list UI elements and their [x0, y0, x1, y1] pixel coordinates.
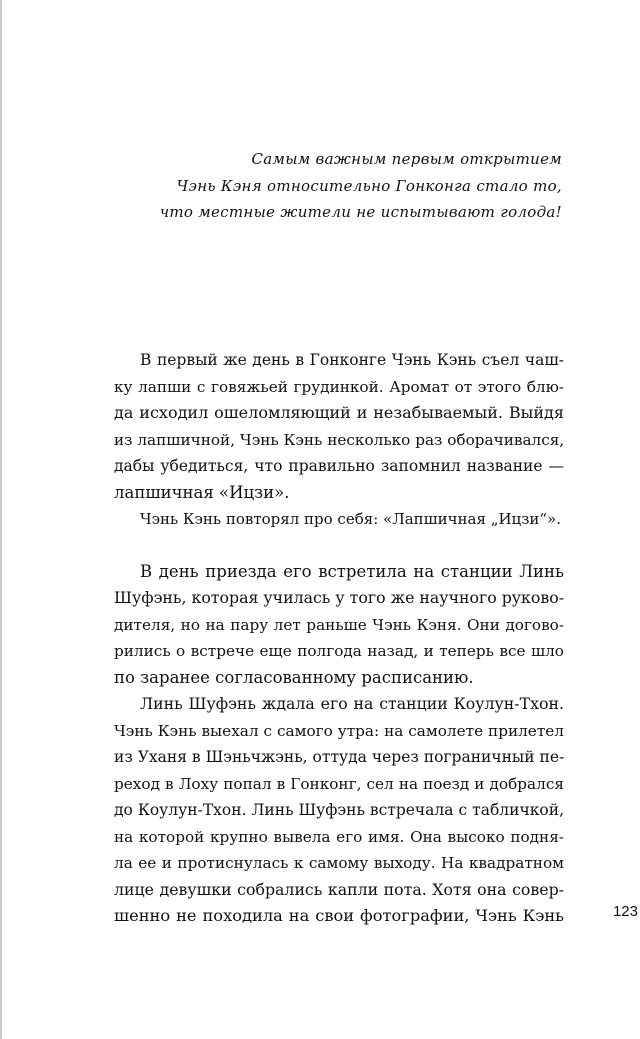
- section-break: [114, 533, 564, 559]
- text-line: реход в Лоху попал в Гонконг, сел на поезд и добрался: [114, 774, 564, 793]
- text-line: из лапшичной, Чэнь Кэнь несколько раз оборачивался,: [114, 430, 565, 449]
- text-line: Линь Шуфэнь ждала его на станции Коулун-Тхон.: [140, 694, 564, 713]
- epigraph-line: Самым важным первым открытием: [251, 150, 562, 168]
- epigraph-line: что местные жители не испытывают голода!: [159, 203, 562, 221]
- text-line: лице девушки собрались капли пота. Хотя она совер-: [114, 879, 564, 899]
- text-line: на которой крупно вывела его имя. Она высоко подня-: [114, 827, 564, 846]
- page-number: 123: [612, 903, 638, 920]
- text-line: ку лапши с говяжьей грудинкой. Аромат от этого блю-: [114, 377, 564, 396]
- page-edge: [0, 0, 2, 1039]
- text-line: рились о встрече еще полгода назад, и теперь все шло: [114, 642, 564, 660]
- text-line: Чэнь Кэнь повторял про себя: «Лапшичная „Ицзи“».: [140, 510, 561, 528]
- text-line: из Уханя в Шэньчжэнь, оттуда через пограничный пе-: [114, 748, 565, 766]
- text-line: ла ее и протиснулась к самому выходу. На квадратном: [114, 854, 564, 872]
- text-line: до Коулун-Тхон. Линь Шуфэнь встречала с табличкой,: [114, 801, 564, 819]
- text-line: шенно не походила на свои фотографии, Чэнь Кэнь: [114, 906, 564, 925]
- text-line: В первый же день в Гонконге Чэнь Кэнь съел чаш-: [140, 351, 564, 369]
- text-line: лапшичная «Ицзи».: [114, 482, 290, 502]
- text-line: Шуфэнь, которая училась у того же научного руково-: [114, 588, 565, 607]
- text-line: В день приезда его встретила на станции Линь: [140, 561, 564, 581]
- epigraph-line: Чэнь Кэня относительно Гонконга стало то,: [176, 176, 562, 195]
- text-line: по заранее согласованному расписанию.: [114, 667, 474, 687]
- text-line: Чэнь Кэнь выехал с самого утра: на самолете прилетел: [114, 721, 564, 740]
- text-line: да исходил ошеломляющий и незабываемый. Выйдя: [114, 403, 564, 422]
- text-line: дителя, но на пару лет раньше Чэнь Кэня. Они догово-: [114, 615, 564, 634]
- epigraph: [120, 146, 562, 226]
- body-text: [114, 347, 564, 930]
- text-line: дабы убедиться, что правильно запомнил название —: [114, 457, 564, 475]
